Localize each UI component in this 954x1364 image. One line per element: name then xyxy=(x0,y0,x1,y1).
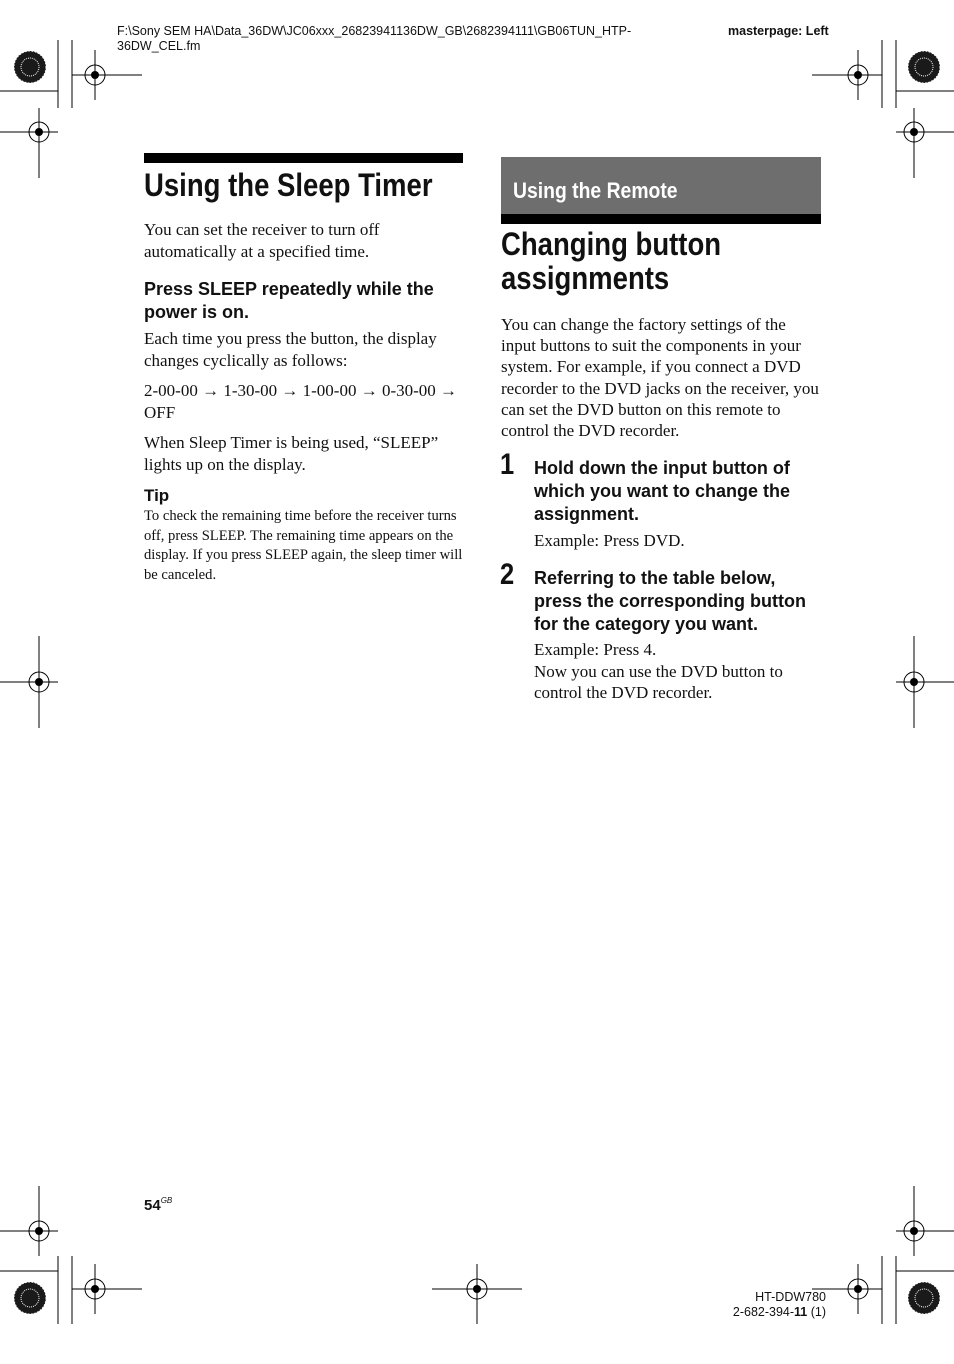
changing-assignments-title xyxy=(501,227,828,295)
title-line-2: assignments xyxy=(501,260,670,296)
step-example-line: Example: Press 4. xyxy=(534,640,657,659)
step-number: 1 xyxy=(500,448,515,481)
sleep-display-description: Each time you press the button, the display changes cyclically as follows: xyxy=(144,329,437,370)
sleep-timer-title: Using the Sleep Timer xyxy=(144,167,433,203)
page-number-value: 54 xyxy=(144,1197,161,1214)
part-code-bold: 11 xyxy=(794,1305,808,1319)
masterpage-label: masterpage: Left xyxy=(728,24,829,38)
part-code xyxy=(640,1305,826,1320)
step-result-line: Now you can use the DVD button to control the DVD recorder. xyxy=(534,661,783,702)
sleep-indicator-note: When Sleep Timer is being used, “SLEEP” lights up on the display. xyxy=(144,433,439,474)
tip-label: Tip xyxy=(144,486,170,505)
step-heading: Hold down the input button of which you want to change the assignment. xyxy=(534,458,791,524)
part-code-prefix: 2-682-394- xyxy=(732,1305,795,1319)
model-info xyxy=(640,1290,826,1320)
sleep-sequence: 2-00-00 → 1-30-00 → 1-00-00 → 0-30-00 → OFF xyxy=(144,381,458,422)
step-example: Example: Press DVD. xyxy=(534,531,685,550)
assignments-intro: You can change the factory settings of the input buttons to suit the components in your system. For example, if you connect a DVD recorder to the DVD jacks on the receiver, you can set the DVD button on this remote to control the DVD recorder. xyxy=(501,315,819,441)
section-label: Using the Remote xyxy=(513,178,678,203)
file-path-line-2: 36DW_CEL.fm xyxy=(117,39,201,53)
title-line-1: Changing button xyxy=(501,226,722,262)
section-banner-bar xyxy=(501,214,821,224)
sleep-instruction: Press SLEEP repeatedly while the power is on. xyxy=(144,279,434,322)
page-number xyxy=(144,1196,172,1214)
page-number-suffix: GB xyxy=(160,1196,173,1205)
step-example xyxy=(534,639,824,704)
part-code-suffix: (1) xyxy=(807,1305,826,1319)
step-heading: Referring to the table below, press the corresponding button for the category you want. xyxy=(534,568,807,634)
file-path-header xyxy=(117,24,697,54)
step-number: 2 xyxy=(500,558,515,591)
section-rule xyxy=(144,153,463,163)
sleep-timer-intro: You can set the receiver to turn off automatically at a specified time. xyxy=(144,220,380,261)
model-name: HT-DDW780 xyxy=(755,1290,826,1304)
tip-text: To check the remaining time before the receiver turns off, press SLEEP. The remaining time appears on the display. If you press SLEEP again, the sleep timer will be canceled. xyxy=(144,508,463,583)
file-path-line-1: F:\Sony SEM HA\Data_36DW\JC06xxx_26823941136DW_GB\2682394111\GB06TUN_HTP- xyxy=(117,24,632,38)
